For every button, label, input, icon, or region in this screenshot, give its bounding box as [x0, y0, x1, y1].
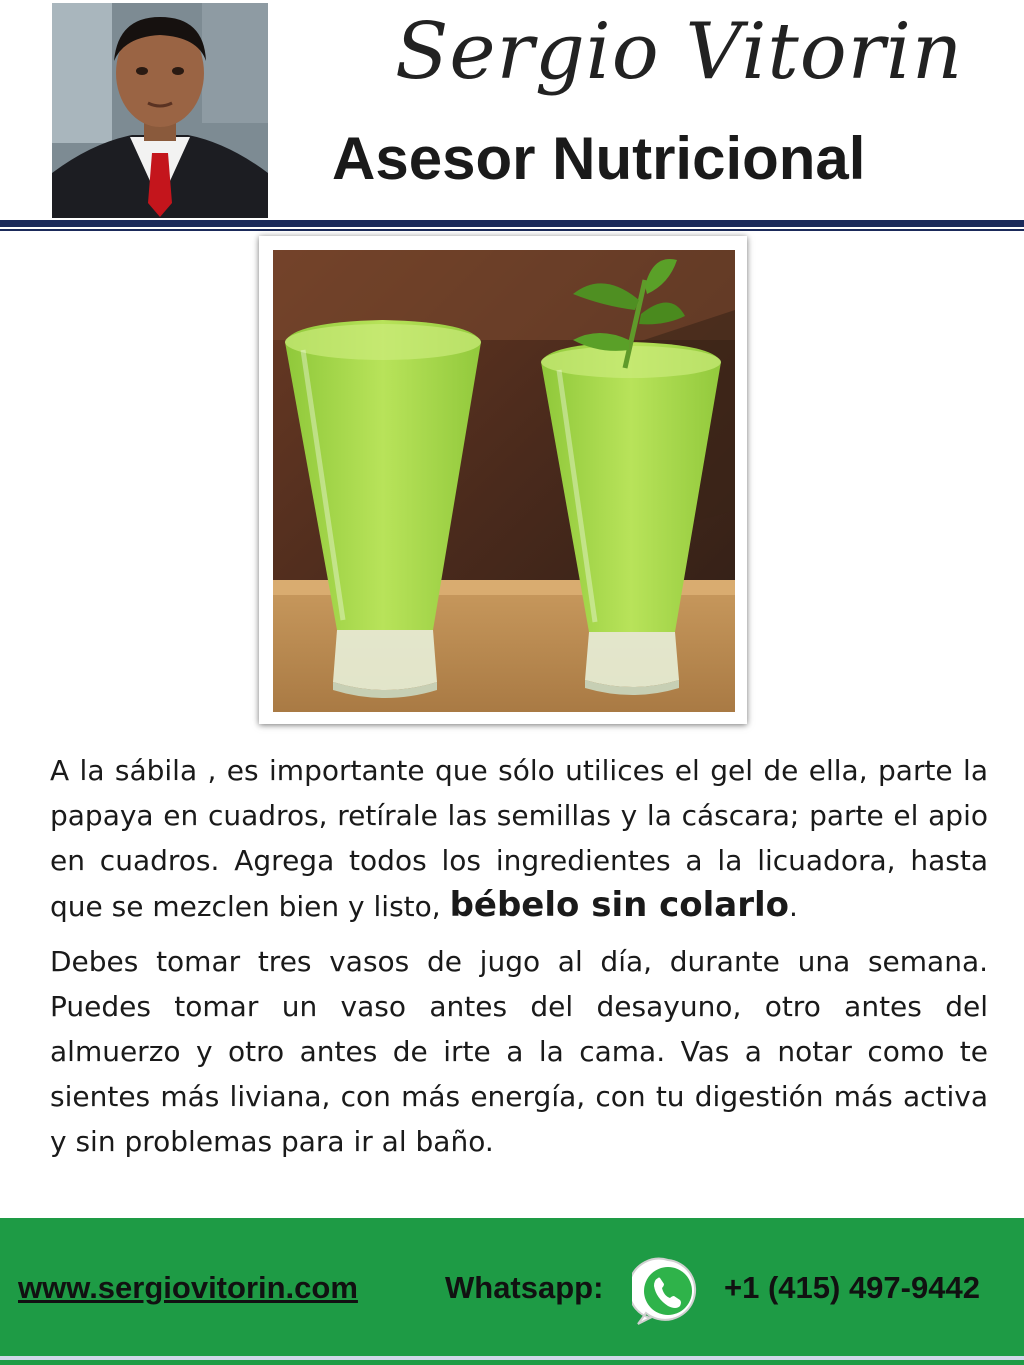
- brand-name: Sergio Vitorin: [395, 7, 964, 97]
- website-link[interactable]: www.sergiovitorin.com: [18, 1270, 358, 1305]
- footer-bottom-line: [0, 1356, 1024, 1360]
- drink-unstrained-emphasis: bébelo sin colarlo: [449, 885, 790, 925]
- whatsapp-icon[interactable]: [632, 1256, 704, 1328]
- preparation-period: .: [789, 890, 798, 923]
- phone-number[interactable]: +1 (415) 497-9442: [724, 1270, 980, 1305]
- preparation-text: A la sábila , es importante que sólo utilices el gel de ella, parte la papaya en cuadros, retírale las semillas y la cáscara; parte el apio en cuadros. Agrega todos los ingredientes a la licuadora, hasta que se mezclen bien y listo,: [50, 754, 988, 923]
- brand-role-title: Asesor Nutricional: [332, 125, 866, 192]
- recipe-instructions: [50, 748, 988, 1174]
- paragraph-dosage: Debes tomar tres vasos de jugo al día, durante una semana. Puedes tomar un vaso antes del desayuno, otro antes del almuerzo y otro antes de irte a la cama. Vas a notar como te sientes más liviana, con más energía, con tu digestión más activa y sin problemas para ir al baño.: [50, 945, 988, 1158]
- juice-photo: [273, 250, 735, 712]
- header-divider: [0, 220, 1024, 227]
- paragraph-preparation: [50, 748, 988, 929]
- juice-photo-frame: [259, 236, 747, 724]
- header-divider-thin: [0, 229, 1024, 231]
- portrait-photo: [52, 3, 268, 218]
- whatsapp-label: Whatsapp:: [445, 1270, 604, 1305]
